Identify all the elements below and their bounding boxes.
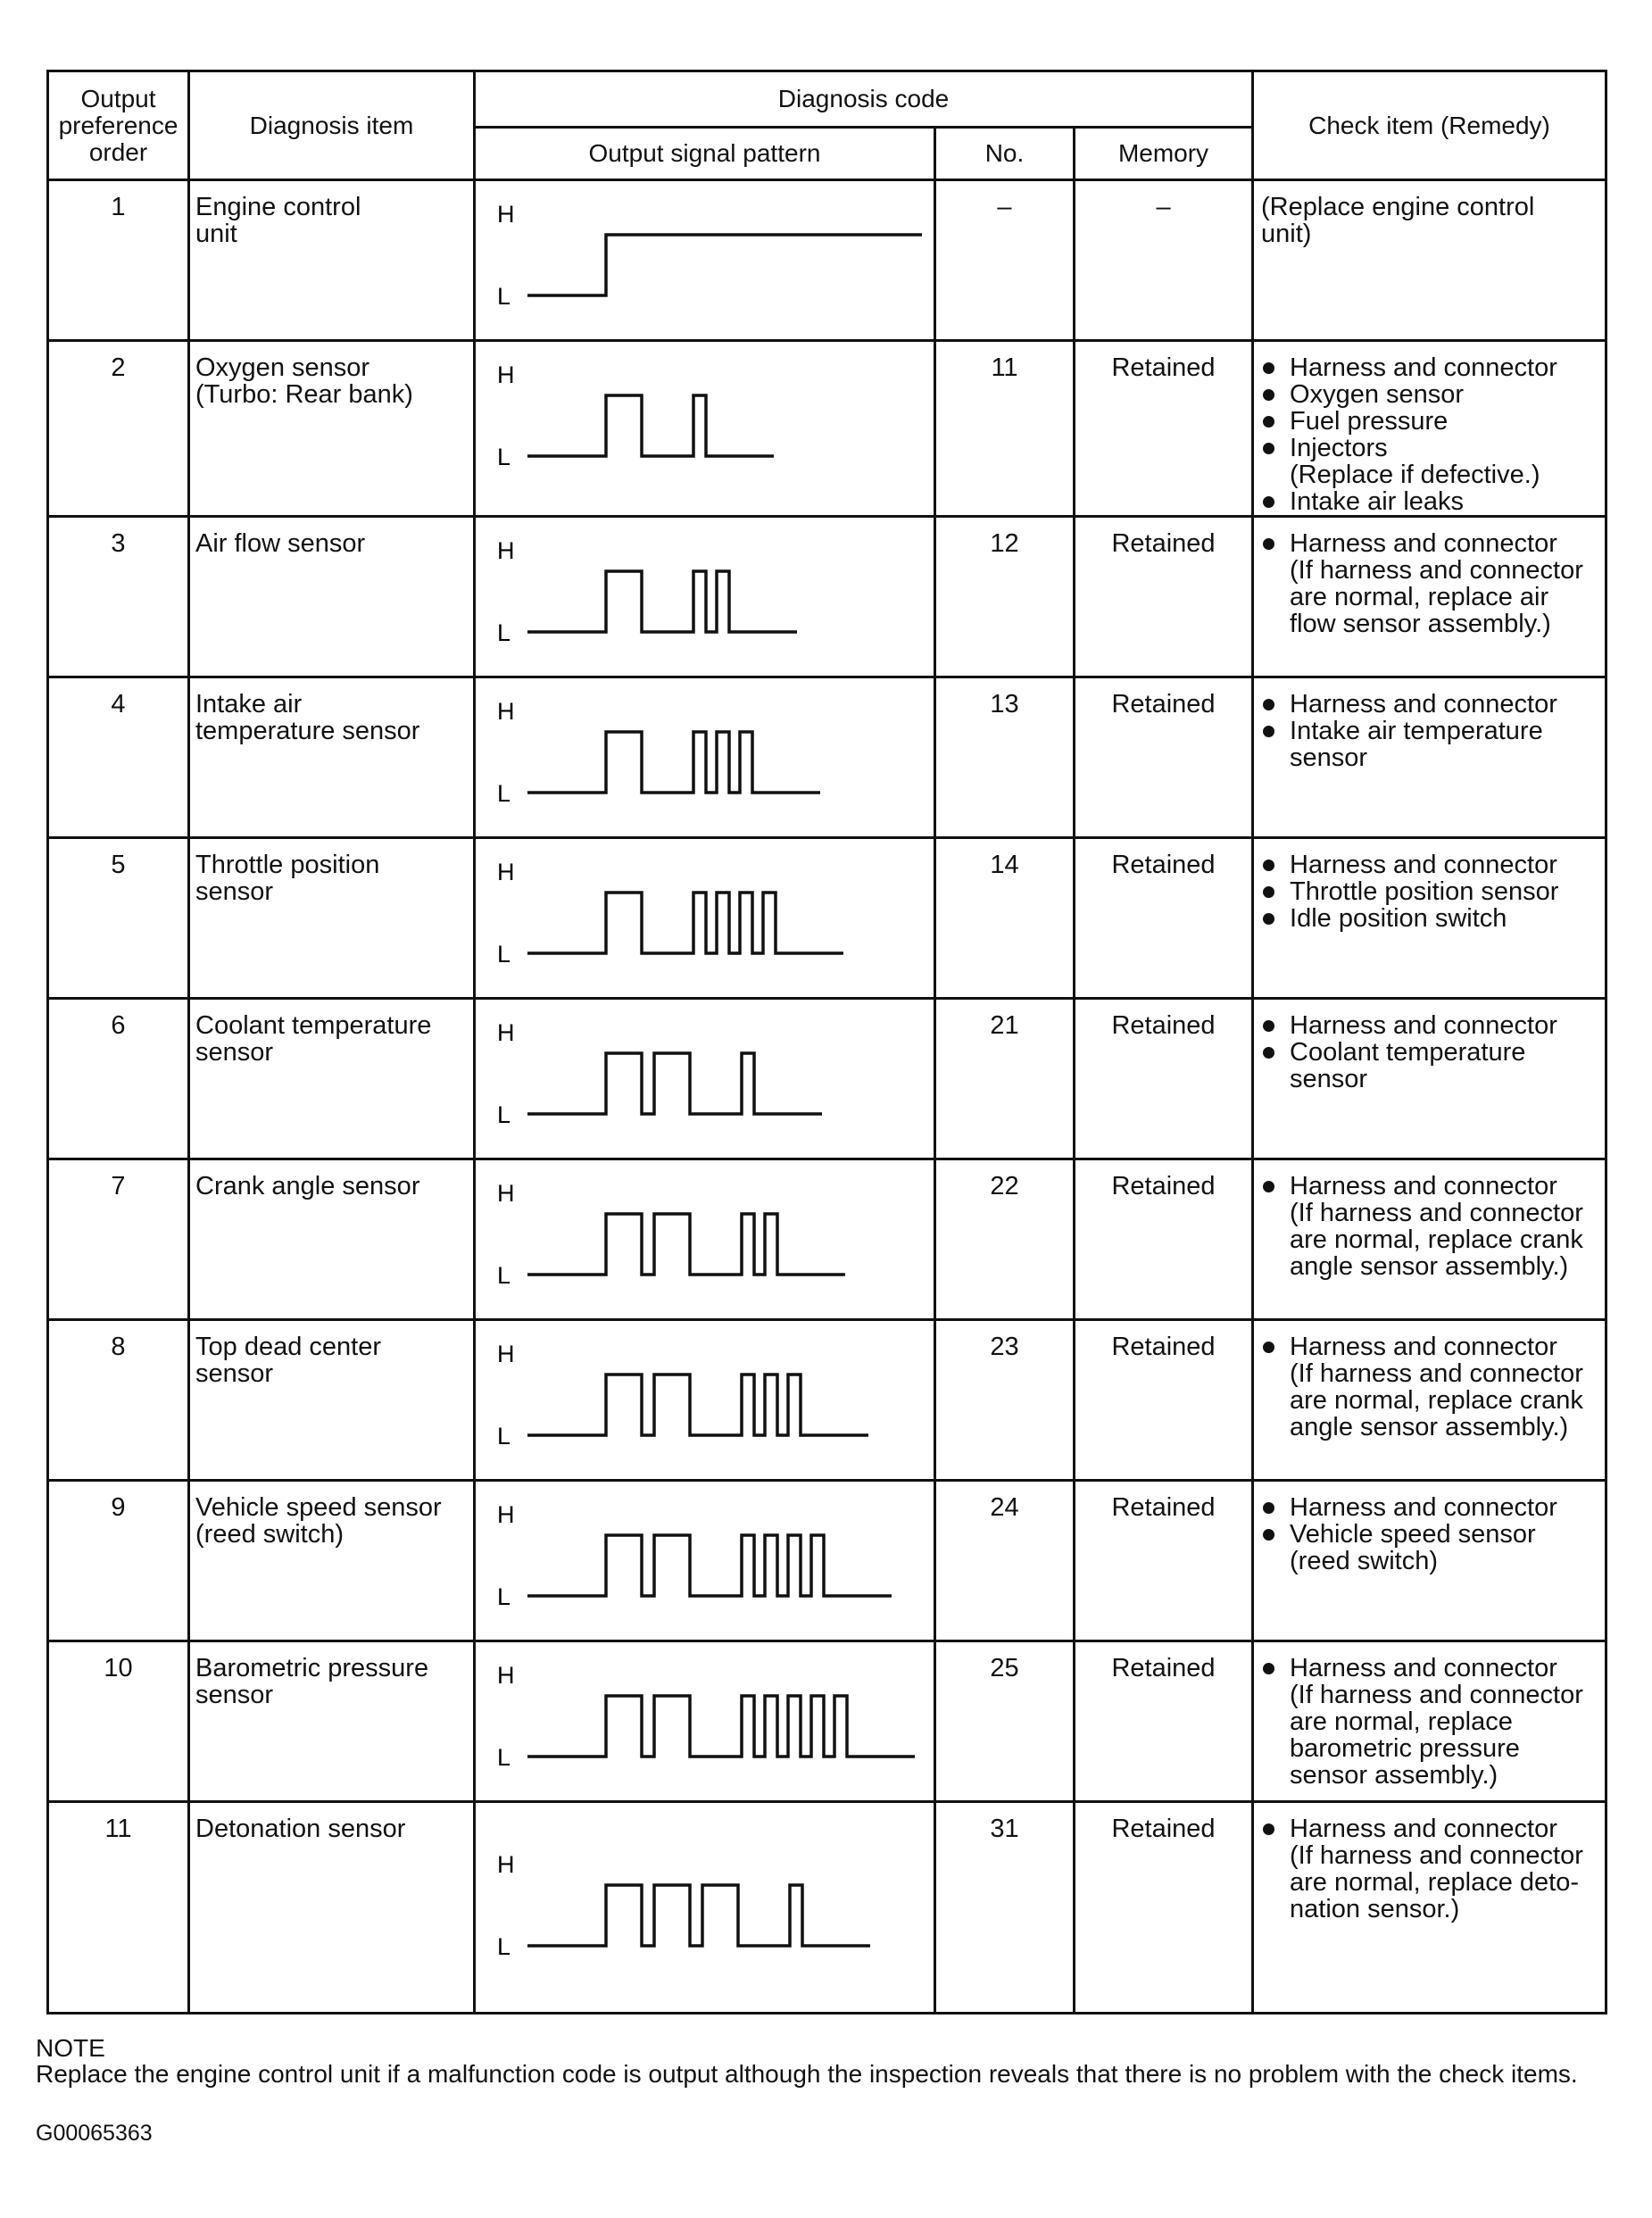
check-item-cell	[1253, 1802, 1606, 2014]
output-signal-pattern-cell	[475, 838, 935, 999]
table-row	[48, 838, 1606, 999]
remedy-item: Intake air leaks	[1261, 488, 1601, 515]
remedy-item: Harness and connector	[1261, 691, 1601, 718]
remedy-item: Coolant temperature sensor	[1261, 1039, 1601, 1092]
code-number-cell: 13	[935, 677, 1075, 838]
signal-high-label: H	[497, 1851, 515, 1878]
remedy-item: Harness and connector (If harness and connector are normal, replace barometric pressure sensor assembly.)	[1261, 1655, 1601, 1789]
check-item-cell	[1253, 517, 1606, 677]
signal-low-label: L	[497, 1744, 511, 1771]
note-text: Replace the engine control unit if a malfunction code is output although the inspection reveals that there is no problem with the check items.	[36, 2060, 1578, 2088]
signal-trace	[527, 571, 797, 632]
table-row	[48, 677, 1606, 838]
remedy-item: Injectors (Replace if defective.)	[1261, 435, 1601, 488]
output-order-cell: 3	[48, 517, 189, 677]
signal-trace	[527, 1375, 868, 1435]
header-output-signal-pattern: Output signal pattern	[475, 128, 935, 180]
memory-cell: Retained	[1075, 1320, 1253, 1481]
signal-low-label: L	[497, 1423, 511, 1450]
signal-high-label: H	[497, 1180, 515, 1207]
code-number-cell: 12	[935, 517, 1075, 677]
diagnosis-item-cell: Throttle position sensor	[189, 838, 475, 999]
output-order-cell: 11	[48, 1802, 189, 2014]
header-diagnosis-item: Diagnosis item	[189, 71, 475, 180]
signal-waveform	[476, 518, 931, 675]
table-row	[48, 1159, 1606, 1320]
signal-trace	[527, 732, 820, 793]
signal-waveform	[476, 1482, 931, 1639]
table-row	[48, 180, 1606, 341]
memory-cell: –	[1075, 180, 1253, 341]
signal-waveform	[476, 1642, 931, 1799]
signal-trace	[527, 1696, 915, 1757]
output-order-cell: 8	[48, 1320, 189, 1481]
code-number-cell: 14	[935, 838, 1075, 999]
signal-trace	[527, 1214, 845, 1275]
signal-low-label: L	[497, 619, 511, 646]
diagnosis-rows	[48, 180, 1606, 2014]
output-order-cell: 9	[48, 1481, 189, 1641]
signal-waveform	[476, 181, 931, 338]
diagnosis-code-table	[46, 70, 1607, 2014]
diagnosis-item-cell: Crank angle sensor	[189, 1159, 475, 1320]
memory-cell: Retained	[1075, 677, 1253, 838]
code-number-cell: –	[935, 180, 1075, 341]
signal-waveform	[476, 342, 931, 499]
diagnosis-item-cell: Barometric pressure sensor	[189, 1641, 475, 1802]
output-signal-pattern-cell	[475, 1802, 935, 2014]
output-signal-pattern-cell	[475, 180, 935, 341]
signal-trace	[527, 1053, 822, 1114]
remedy-item: Harness and connector	[1261, 1012, 1601, 1039]
code-number-cell: 23	[935, 1320, 1075, 1481]
signal-high-label: H	[497, 201, 515, 228]
memory-cell: Retained	[1075, 1159, 1253, 1320]
code-number-cell: 24	[935, 1481, 1075, 1641]
output-signal-pattern-cell	[475, 1159, 935, 1320]
header-check-item: Check item (Remedy)	[1253, 71, 1606, 180]
bullet-icon	[1263, 860, 1274, 871]
memory-cell: Retained	[1075, 838, 1253, 999]
bullet-icon	[1263, 1020, 1274, 1032]
table-row	[48, 1802, 1606, 2014]
check-item-cell	[1253, 341, 1606, 517]
signal-trace	[527, 235, 922, 295]
table-row	[48, 1641, 1606, 1802]
remedy-item: Intake air temperature sensor	[1261, 718, 1601, 771]
diagnosis-item-cell: Oxygen sensor (Turbo: Rear bank)	[189, 341, 475, 517]
note-block	[36, 2035, 1615, 2087]
remedy-item: Harness and connector	[1261, 851, 1601, 878]
diagnosis-item-cell: Top dead center sensor	[189, 1320, 475, 1481]
header-memory: Memory	[1075, 128, 1253, 180]
signal-waveform	[476, 1803, 931, 2012]
signal-low-label: L	[497, 1583, 511, 1610]
table-row	[48, 1481, 1606, 1641]
output-order-cell: 10	[48, 1641, 189, 1802]
signal-waveform	[476, 1160, 931, 1317]
output-order-cell: 6	[48, 999, 189, 1159]
header-output-preference-order: Output preference order	[48, 71, 189, 180]
output-order-cell: 7	[48, 1159, 189, 1320]
signal-high-label: H	[497, 1662, 515, 1689]
code-number-cell: 25	[935, 1641, 1075, 1802]
diagnosis-item-cell: Intake air temperature sensor	[189, 677, 475, 838]
bullet-icon	[1263, 389, 1274, 401]
output-signal-pattern-cell	[475, 1320, 935, 1481]
bullet-icon	[1263, 362, 1274, 374]
bullet-icon	[1263, 699, 1274, 710]
diagnosis-item-cell: Air flow sensor	[189, 517, 475, 677]
bullet-icon	[1263, 1502, 1274, 1514]
signal-waveform	[476, 1321, 931, 1478]
signal-waveform	[476, 839, 931, 996]
remedy-item: Fuel pressure	[1261, 408, 1601, 435]
table-row	[48, 517, 1606, 677]
code-number-cell: 11	[935, 341, 1075, 517]
output-order-cell: 5	[48, 838, 189, 999]
header-code-number: No.	[935, 128, 1075, 180]
signal-high-label: H	[497, 537, 515, 564]
output-order-cell: 1	[48, 180, 189, 341]
output-signal-pattern-cell	[475, 1641, 935, 1802]
bullet-icon	[1263, 1529, 1274, 1541]
bullet-icon	[1263, 496, 1274, 508]
remedy-item: Harness and connector (If harness and connector are normal, replace air flow sensor assembly.)	[1261, 530, 1601, 637]
table-row	[48, 341, 1606, 517]
diagnosis-item-cell: Detonation sensor	[189, 1802, 475, 2014]
check-item-cell	[1253, 999, 1606, 1159]
signal-low-label: L	[497, 444, 511, 470]
bullet-icon	[1263, 1181, 1274, 1192]
signal-high-label: H	[497, 698, 515, 725]
memory-cell: Retained	[1075, 999, 1253, 1159]
bullet-icon	[1263, 1663, 1274, 1674]
output-signal-pattern-cell	[475, 999, 935, 1159]
signal-low-label: L	[497, 1262, 511, 1289]
bullet-icon	[1263, 443, 1274, 454]
diagnosis-item-cell: Coolant temperature sensor	[189, 999, 475, 1159]
memory-cell: Retained	[1075, 517, 1253, 677]
remedy-item: Vehicle speed sensor (reed switch)	[1261, 1521, 1601, 1574]
figure-code: G00065363	[36, 2121, 153, 2146]
diagnosis-item-cell: Vehicle speed sensor (reed switch)	[189, 1481, 475, 1641]
note-title: NOTE	[36, 2034, 105, 2062]
code-number-cell: 21	[935, 999, 1075, 1159]
signal-trace	[527, 1885, 870, 1946]
remedy-item: (Replace engine control unit)	[1261, 193, 1535, 248]
signal-waveform	[476, 1000, 931, 1157]
code-number-cell: 22	[935, 1159, 1075, 1320]
remedy-item: Harness and connector	[1261, 1494, 1601, 1521]
signal-low-label: L	[497, 283, 511, 310]
output-signal-pattern-cell	[475, 517, 935, 677]
signal-high-label: H	[497, 1501, 515, 1528]
signal-low-label: L	[497, 780, 511, 807]
bullet-icon	[1263, 416, 1274, 428]
signal-high-label: H	[497, 1341, 515, 1367]
table-row	[48, 999, 1606, 1159]
signal-low-label: L	[497, 941, 511, 968]
bullet-icon	[1263, 913, 1274, 925]
check-item-cell	[1253, 1481, 1606, 1641]
diagnosis-item-cell: Engine control unit	[189, 180, 475, 341]
remedy-item: Throttle position sensor	[1261, 878, 1601, 905]
check-item-cell	[1253, 838, 1606, 999]
bullet-icon	[1263, 886, 1274, 898]
output-order-cell: 4	[48, 677, 189, 838]
signal-trace	[527, 395, 774, 456]
output-signal-pattern-cell	[475, 341, 935, 517]
bullet-icon	[1263, 726, 1274, 737]
output-signal-pattern-cell	[475, 1481, 935, 1641]
output-signal-pattern-cell	[475, 677, 935, 838]
bullet-icon	[1263, 1823, 1274, 1835]
memory-cell: Retained	[1075, 341, 1253, 517]
bullet-icon	[1263, 1047, 1274, 1059]
output-order-cell: 2	[48, 341, 189, 517]
bullet-icon	[1263, 1342, 1274, 1353]
remedy-item: Harness and connector	[1261, 354, 1601, 381]
remedy-item: Oxygen sensor	[1261, 381, 1601, 408]
remedy-item: Harness and connector (If harness and connector are normal, replace crank angle sensor assembly.)	[1261, 1333, 1601, 1441]
code-number-cell: 31	[935, 1802, 1075, 2014]
remedy-item: Idle position switch	[1261, 905, 1601, 932]
check-item-cell	[1253, 1320, 1606, 1481]
signal-low-label: L	[497, 1101, 511, 1128]
signal-trace	[527, 893, 843, 953]
signal-low-label: L	[497, 1933, 511, 1960]
header-diagnosis-code: Diagnosis code	[475, 71, 1253, 128]
table-row	[48, 1320, 1606, 1481]
signal-high-label: H	[497, 361, 515, 388]
check-item-cell	[1253, 1641, 1606, 1802]
check-item-cell	[1253, 677, 1606, 838]
check-item-cell	[1253, 180, 1606, 341]
remedy-item: Harness and connector (If harness and connector are normal, replace deto- nation sensor.)	[1261, 1815, 1601, 1923]
check-item-cell	[1253, 1159, 1606, 1320]
memory-cell: Retained	[1075, 1641, 1253, 1802]
memory-cell: Retained	[1075, 1802, 1253, 2014]
signal-trace	[527, 1535, 892, 1596]
signal-high-label: H	[497, 859, 515, 885]
memory-cell: Retained	[1075, 1481, 1253, 1641]
remedy-item: Harness and connector (If harness and connector are normal, replace crank angle sensor assembly.)	[1261, 1173, 1601, 1280]
bullet-icon	[1263, 538, 1274, 550]
signal-high-label: H	[497, 1019, 515, 1046]
signal-waveform	[476, 678, 931, 835]
